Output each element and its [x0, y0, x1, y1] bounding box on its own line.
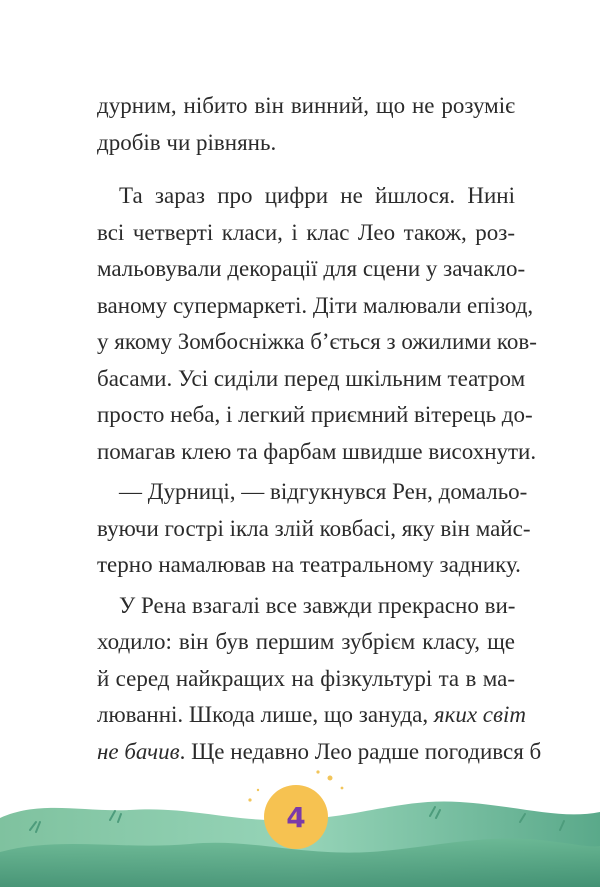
- page-number: 4: [286, 800, 306, 834]
- text-line: басами. Усі сиділи перед шкільним театром: [97, 365, 526, 391]
- text-line: у якому Зомбосніжка б’ється з ожилими ков-: [97, 329, 537, 354]
- italic-text: яких світ: [433, 702, 526, 727]
- page-number-badge: [264, 785, 328, 849]
- text-line: й серед найкращих на фізкультурі та в ма-: [97, 665, 515, 691]
- text-line: [97, 697, 526, 734]
- body-text: [97, 88, 542, 770]
- text-line: дробів чи рівнянь.: [97, 129, 277, 155]
- text-segment: люванні. Шкода лише, що зануда,: [97, 702, 429, 727]
- text-line: просто неба, і легкий приємний вітерець до-: [97, 402, 533, 427]
- text-line: помагав клею та фарбам швидше висохнути.: [97, 438, 537, 464]
- text-segment: . Ще недавно Лео радше погодився б: [179, 738, 542, 764]
- text-line: терно намалював на театральному заднику.: [97, 552, 521, 577]
- text-line: — Дурниці, — відгукнувся Рен, домальо-: [119, 479, 528, 504]
- text-line: ходило: він був першим зубрієм класу, ще: [97, 629, 515, 654]
- text-line: вуючи гострі ікла злій ковбасі, яку він майс-: [97, 515, 531, 541]
- text-line: ваному супермаркеті. Діти малювали епізод,: [97, 292, 534, 318]
- text-line: дурним, нібито він винний, що не розуміє: [97, 93, 515, 118]
- text-line: У Рена взагалі все завжди прекрасно ви-: [119, 592, 516, 618]
- text-line: всі четверті класи, і клас Лео також, роз-: [97, 219, 515, 245]
- italic-text: не бачив: [97, 738, 180, 764]
- text-line: Та зараз про цифри не йшлося. Нині: [119, 183, 515, 208]
- text-line: мальовували декорації для сцени у зачакло-: [97, 256, 526, 281]
